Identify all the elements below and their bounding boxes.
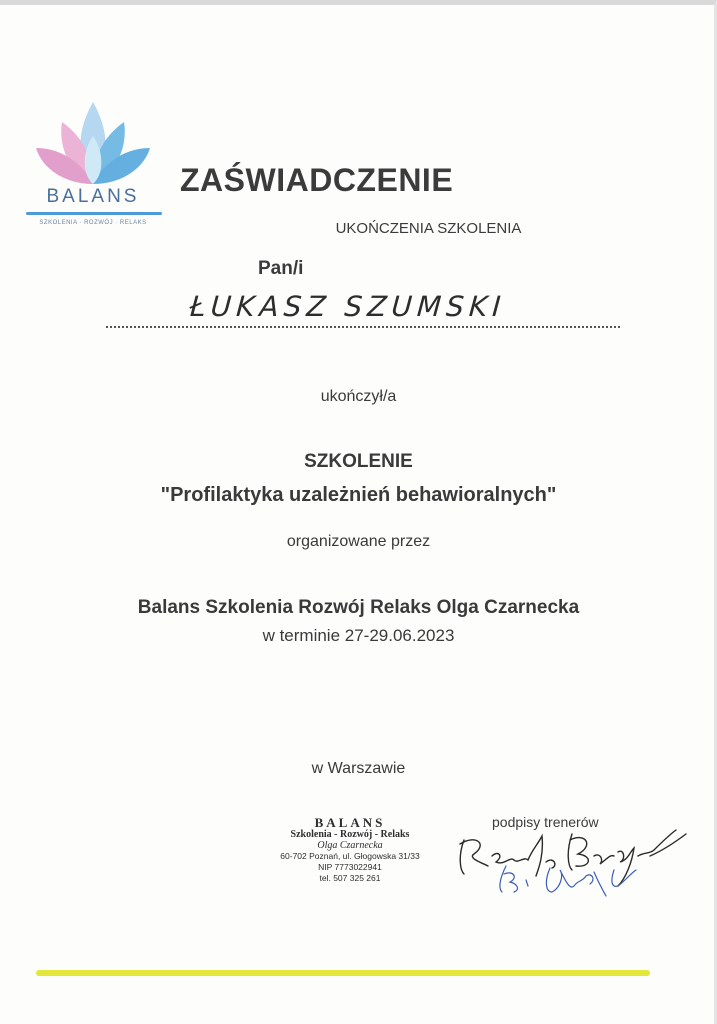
stamp-tagline: Szkolenia - Rozwój - Relaks <box>290 829 410 840</box>
organized-text: organizowane przez <box>286 533 431 550</box>
organizer-name: Balans Szkolenia Rozwój Relaks Olga Czarnecka <box>137 597 580 618</box>
stamp-name: BALANS <box>314 815 386 830</box>
lotus-logo-icon <box>18 92 168 232</box>
stamp-address: 60-702 Poznań, ul. Głogowska 31/33 <box>280 851 420 861</box>
city-text: w Warszawie <box>311 760 406 777</box>
certificate-subtitle: UKOŃCZENIA SZKOLENIA <box>335 220 522 237</box>
stamp-phone: tel. 507 325 261 <box>319 873 381 883</box>
stamp-nip: NIP 7773022941 <box>318 862 382 872</box>
recipient-label: Pan/i <box>258 258 304 279</box>
course-label: SZKOLENIE <box>304 451 413 472</box>
logo-tagline: SZKOLENIA · ROZWÓJ · RELAKS <box>39 220 147 226</box>
course-name: "Profilaktyka uzależnień behawioralnych" <box>160 484 557 506</box>
logo-underline <box>26 212 162 215</box>
certificate-title: ZAŚWIADCZENIE <box>180 162 454 198</box>
recipient-dotted-line <box>106 326 620 328</box>
accent-line <box>36 970 650 976</box>
logo-name: BALANS <box>46 186 140 207</box>
trainer-signatures-icon <box>454 826 694 906</box>
stamp-owner: Olga Czarnecka <box>317 840 383 851</box>
course-date: w terminie 27-29.06.2023 <box>262 626 455 645</box>
signatures-label: podpisy trenerów <box>492 814 599 830</box>
completed-text: ukończył/a <box>320 388 397 405</box>
recipient-name: ŁUKASZ SZUMSKI <box>188 290 507 323</box>
company-stamp <box>262 816 438 884</box>
